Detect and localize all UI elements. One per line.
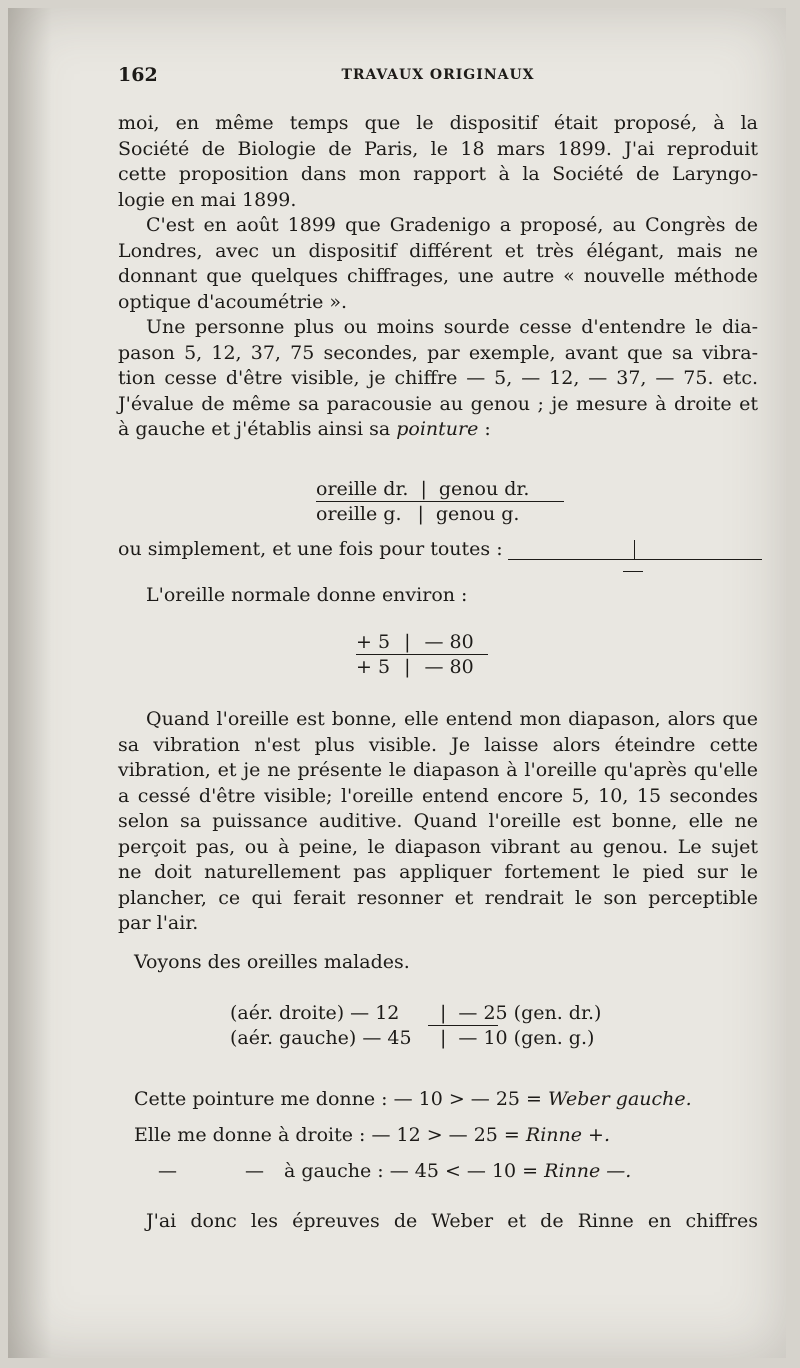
- simplified-fraction-bar: [508, 559, 762, 560]
- formula-pointure-template: [316, 477, 564, 526]
- text-line: tion cesse d'être visible, je chiffre — 5, — 12, — 37, — 75. etc.: [118, 367, 758, 389]
- formula-separator: |: [404, 656, 411, 678]
- formula-separator: |: [420, 478, 427, 500]
- formula-cell: oreille g.: [316, 503, 402, 525]
- equation-rinne-right: [134, 1124, 610, 1146]
- text-line: moi, en même temps que le dispositif était proposé, à la: [118, 112, 758, 134]
- formula-cell: + 5: [356, 631, 391, 653]
- text-line: cette proposition dans mon rapport à la Société de Laryngo-: [118, 163, 758, 185]
- formula-cell: genou dr.: [438, 478, 530, 500]
- ditto-mark: —: [158, 1160, 177, 1182]
- text-line: J'ai donc les épreuves de Weber et de Rinne en chiffres: [146, 1210, 758, 1232]
- text-line: a cessé d'être visible; l'oreille entend encore 5, 10, 15 secondes: [118, 784, 758, 807]
- formula-top-row: [316, 477, 564, 501]
- text-line: Société de Biologie de Paris, le 18 mars 1899. J'ai reproduit: [118, 137, 758, 160]
- formula-top-row: [230, 1001, 640, 1025]
- equation-result: Rinne +.: [525, 1124, 610, 1146]
- formula-separator: |: [440, 1002, 447, 1024]
- text-line: Londres, avec un dispositif différent et très élégant, mais ne: [118, 239, 758, 262]
- formula-bottom-row: [230, 1026, 640, 1050]
- formula-separator: |: [404, 631, 411, 653]
- page-number: 162: [118, 64, 158, 86]
- ditto-mark: —: [245, 1160, 264, 1182]
- formula-separator: |: [440, 1027, 447, 1049]
- formula-top-row: [356, 630, 488, 654]
- page-header: [118, 64, 758, 88]
- paragraph-1: [118, 111, 758, 213]
- text-line: logie en mai 1899.: [118, 188, 297, 211]
- paragraph-6: [118, 1209, 758, 1235]
- formula-cell: — 80: [424, 631, 474, 653]
- paragraph-4: [118, 707, 758, 937]
- page-spine-shadow: [8, 8, 52, 1358]
- text-run: à gauche et j'établis ainsi sa: [118, 418, 397, 440]
- formula-normal-ear: [356, 630, 488, 679]
- formula-bottom-row: [356, 655, 488, 679]
- formula-cell: genou g.: [435, 503, 520, 525]
- paragraph-3: [118, 315, 758, 443]
- equation-text: Cette pointure me donne : — 10 > — 25 =: [134, 1088, 549, 1110]
- equation-result: Rinne —.: [544, 1160, 632, 1182]
- pointure-term: pointure: [396, 418, 479, 440]
- text-line: perçoit pas, ou à peine, le diapason vibrant au genou. Le sujet: [118, 835, 758, 858]
- formula-cell: — 25 (gen. dr.): [458, 1002, 602, 1024]
- formula-cell: + 5: [356, 656, 391, 678]
- text-line: Une personne plus ou moins sourde cesse d'entendre le dia-: [146, 316, 758, 338]
- text-line: vibration, et je ne présente le diapason à l'oreille qu'après qu'elle: [118, 759, 758, 781]
- text-line: C'est en août 1899 que Gradenigo a proposé, au Congrès de: [146, 214, 758, 236]
- equation-result: Weber gauche.: [548, 1088, 692, 1110]
- text-line: optique d'acoumétrie ».: [118, 290, 348, 313]
- formula-diseased-ears: [230, 1001, 640, 1050]
- formula-cell: — 80: [424, 656, 474, 678]
- text-line: selon sa puissance auditive. Quand l'oreille est bonne, elle ne: [118, 810, 758, 832]
- text-line: donnant que quelques chiffrages, une autre « nouvelle méthode: [118, 265, 758, 287]
- formula-cell: (aér. droite) — 12: [230, 1002, 400, 1024]
- simplified-underscore: [623, 571, 643, 572]
- running-title: TRAVAUX ORIGINAUX: [341, 67, 535, 83]
- text-line: ne doit naturellement pas appliquer fortement le pied sur le: [118, 861, 758, 883]
- formula-cell: (aér. gauche) — 45: [230, 1027, 412, 1049]
- paragraph-5: Voyons des oreilles malades.: [134, 951, 410, 973]
- normale-line: L'oreille normale donne environ :: [146, 584, 468, 606]
- equation-text: à gauche : — 45 < — 10 =: [284, 1160, 545, 1182]
- equation-text: Elle me donne à droite : — 12 > — 25 =: [134, 1124, 526, 1146]
- text-line: Quand l'oreille est bonne, elle entend mon diapason, alors que: [146, 708, 758, 730]
- text-line: par l'air.: [118, 912, 199, 934]
- equation-rinne-left: [158, 1160, 631, 1182]
- simplement-line: ou simplement, et une fois pour toutes :: [118, 538, 503, 560]
- paragraph-2: [118, 213, 758, 315]
- formula-separator: |: [417, 503, 424, 525]
- text-line-pointure: [118, 417, 758, 443]
- text-line: J'évalue de même sa paracousie au genou ; je mesure à droite et: [118, 392, 758, 415]
- text-line: pason 5, 12, 37, 75 secondes, par exemple, avant que sa vibra-: [118, 341, 758, 364]
- equation-weber: [134, 1088, 692, 1110]
- formula-cell: — 10 (gen. g.): [458, 1027, 595, 1049]
- simplified-separator: [634, 540, 635, 560]
- text-run: :: [478, 418, 491, 440]
- formula-cell: oreille dr.: [316, 478, 409, 500]
- text-line: plancher, ce qui ferait resonner et rendrait le son perceptible: [118, 886, 758, 909]
- formula-bottom-row: [316, 502, 564, 526]
- text-line: sa vibration n'est plus visible. Je laisse alors éteindre cette: [118, 733, 758, 756]
